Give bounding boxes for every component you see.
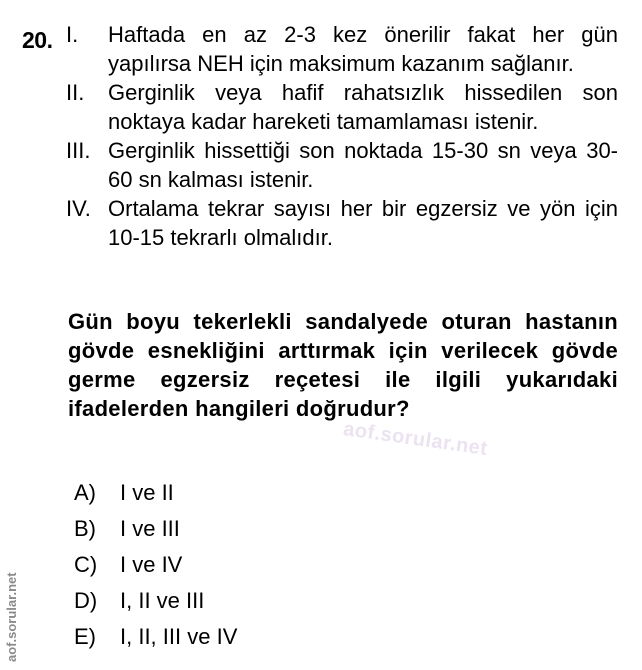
option-letter: C) <box>74 552 98 577</box>
option-a[interactable] <box>74 475 237 511</box>
statement-text: Gerginlik hissettiği son noktada 15-30 sn veya 30-60 sn kalması istenir. <box>108 138 618 192</box>
question-stem: Gün boyu tekerlekli sandalyede oturan hastanın gövde esnekliğini arttırmak için verilecek gövde germe egzersiz reçetesi ile ilgili yukarıdaki ifadelerden hangileri doğrudur? <box>68 309 618 421</box>
option-b[interactable] <box>74 511 237 547</box>
option-letter: B) <box>74 516 96 541</box>
statement-numeral: I. <box>66 22 79 47</box>
statement-numeral: III. <box>66 138 91 163</box>
statement-1 <box>66 20 618 78</box>
question-number: 20. <box>22 27 53 53</box>
statement-3 <box>66 136 618 194</box>
watermark-side: aof.sorular.net <box>4 572 19 662</box>
option-letter: E) <box>74 624 96 649</box>
option-d[interactable] <box>74 583 237 619</box>
statement-numeral: IV. <box>66 196 91 221</box>
statement-text: Ortalama tekrar sayısı her bir egzersiz ve yön için 10-15 tekrarlı olmalıdır. <box>108 196 618 250</box>
option-letter: D) <box>74 588 98 613</box>
statement-2 <box>66 78 618 136</box>
answer-options <box>74 475 237 655</box>
option-c[interactable] <box>74 547 237 583</box>
statement-list <box>66 20 618 252</box>
option-text: I ve II <box>120 480 174 505</box>
watermark-center: aof.sorular.net <box>341 418 489 461</box>
statement-4 <box>66 194 618 252</box>
statement-text: Haftada en az 2-3 kez önerilir fakat her gün yapılırsa NEH için maksimum kazanım sağlanır. <box>108 22 618 76</box>
option-letter: A) <box>74 480 96 505</box>
option-text: I ve IV <box>120 552 183 577</box>
option-e[interactable] <box>74 619 237 655</box>
statement-text: Gerginlik veya hafif rahatsızlık hissedilen son noktaya kadar hareketi tamamlaması istenir. <box>108 80 618 134</box>
option-text: I, II ve III <box>120 588 205 613</box>
statement-numeral: II. <box>66 80 85 105</box>
option-text: I, II, III ve IV <box>120 624 238 649</box>
option-text: I ve III <box>120 516 180 541</box>
